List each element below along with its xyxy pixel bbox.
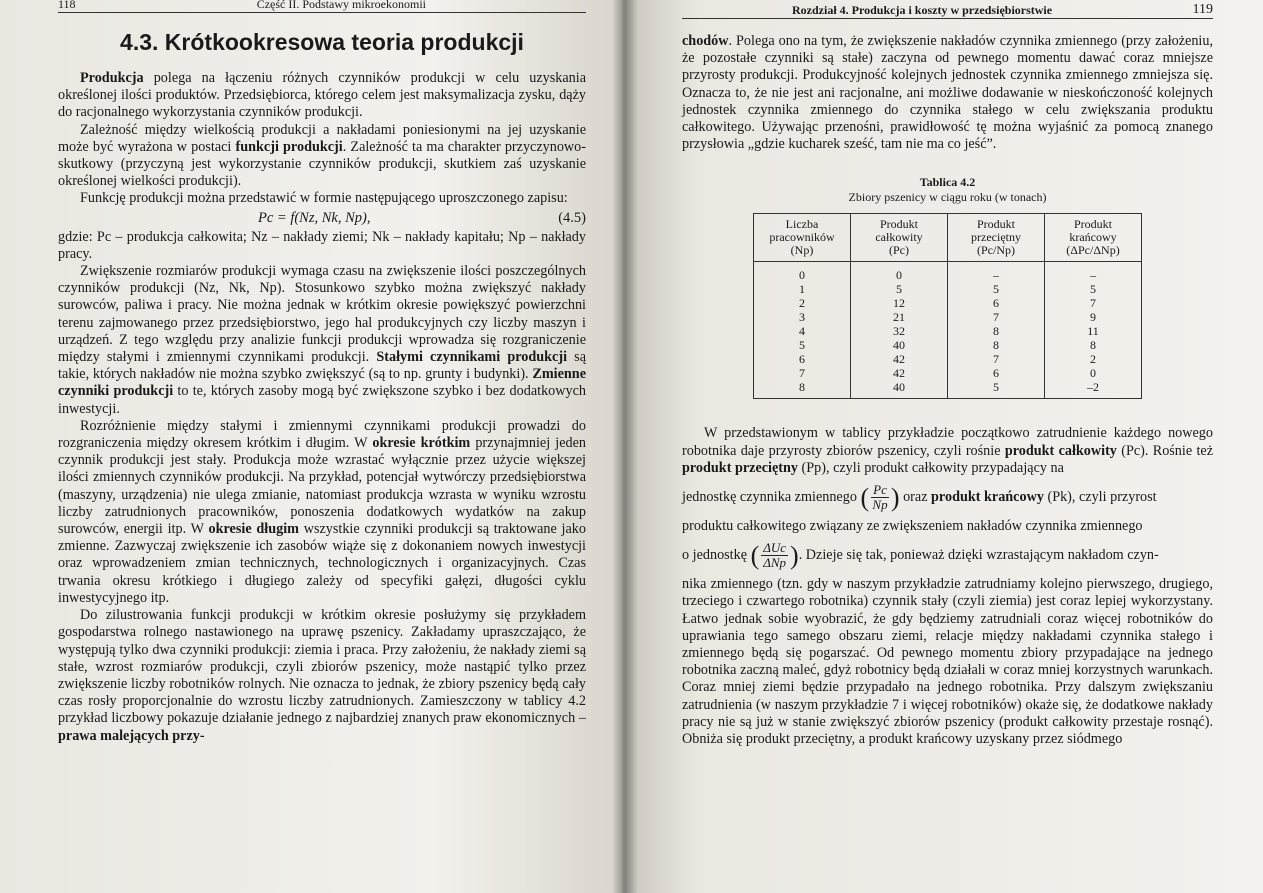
header-line: całkowity (875, 230, 923, 245)
table-cell: 0 (754, 262, 851, 283)
paragraph-text: Zwiększenie rozmiarów produkcji wymaga czasu na zwiększenie ilości poszczególnych czynników produkcji (Nz, Nk, Np). Stosunkowo szybko można zwiększyć nakłady surowców, paliwa i pracy. Nie można jednak w krótkim okresie powiększyć powierzchni terenu zajmowanego przez przedsiębiorstwo, jego hal produkcyjnych czy liczby maszyn i urządzeń. Z tego względu przy analizie funkcji produkcji wprowadza się rozgraniczenie między stałymi i zmiennymi czynnikami produkcji. (58, 263, 586, 366)
header-marginal-product (1045, 214, 1142, 262)
header-line: przeciętny (971, 230, 1021, 245)
table-row (754, 338, 1142, 352)
table-cell: 0 (1045, 366, 1142, 380)
table-cell: –2 (1045, 380, 1142, 399)
table-row (754, 366, 1142, 380)
term-funkcja-produkcji: funkcji produkcji (235, 138, 343, 155)
table-cell: 40 (851, 338, 948, 352)
table-cell: 3 (754, 310, 851, 324)
paragraph-text: to te, których zasoby mogą być zwiększone szybko i bez dodatkowych inwestycji. (58, 383, 586, 417)
table-cell: 4 (754, 324, 851, 338)
section-title: 4.3. Krótkookresowa teoria produkcji (120, 29, 524, 55)
table-row (754, 262, 1142, 283)
table-cell: 1 (754, 282, 851, 296)
term-zmienne-czynniki: Zmienne czynniki produkcji (58, 366, 586, 400)
table-cell: 5 (948, 282, 1045, 296)
paragraph-example-explanation (682, 425, 1213, 477)
paragraph-text: wszystkie czynniki produkcji są traktowane jako zmienne. Zazwyczaj zwiększenie ich zasobów wiąże się z dokonaniem nowych inwestycji oraz wprowadzeniem zmian technicznych, technologicznych i organizacyjnych. Czas trwania okresu krótkiego i długiego zależy od specyfiki gałęzi, długości cyklu inwestycyjnego itp. (58, 521, 586, 606)
left-chapter-title: Część II. Podstawy mikroekonomii (256, 0, 426, 11)
paragraph-text: (Pk), czyli przyrost (1043, 488, 1157, 505)
fraction-pc-np (871, 483, 889, 512)
term-okres-dlugi: okresie długim (208, 521, 299, 538)
term-prawo-malejacych: prawa malejących przy- (58, 727, 205, 744)
table-cell: 8 (754, 380, 851, 399)
paragraph-diminishing-explanation: nika zmiennego (tzn. gdy w naszym przykładzie zatrudniamy kolejno pierwszego, drugiego, trzeciego i czwartego robotnika) czynnik stały (czyli ziemia) jest coraz lepiej wykorzystany. Łatwo jednak sobie wyobrazić, że gdy będziemy zatrudniali coraz więcej robotników do uprawiania tego samego obszaru ziemi, relacje między nakładami czynnika stałego i zmiennego będą się pogarszać. Od pewnego momentu zbiory przypadające na jednego robotnika zaczną maleć, gdyż robotnicy będą działali w coraz mniej korzystnych warunkach. Coraz mniej ziemi będzie przypadało na jednego robotnika. Przy dalszym zwiększaniu zatrudnienia (w naszym przykładzie 7 i więcej robotników) okaże się, że dodatkowe nakłady pracy nie są już w stanie zwiększyć zbiorów pszenicy (produkt całkowity przestaje rosnąć). Obniża się produkt przeciętny, a produkt krańcowy uzyskany przez siódmego (682, 576, 1213, 748)
right-page-number: 119 (1192, 2, 1213, 17)
table-cell: 8 (948, 324, 1045, 338)
header-line: (ΔPc/ΔNp) (1066, 243, 1120, 258)
table-cell: 0 (851, 262, 948, 283)
term-produkt-przecietny: produkt przeciętny (682, 459, 798, 476)
paragraph-text: Do zilustrowania funkcji produkcji w krótkim okresie posłużymy się przykładem gospodarstwa rolnego nastawionego na uprawę pszenicy. Zakładamy upraszczająco, że występują tylko dwa czynniki produkcji: ziemia i praca. Przy założeniu, że nakłady ziemi są stałe, wzrost rozmiarów produkcji, czyli zbiorów pszenicy, może nastąpić tylko przez zwiększenie liczby robotników rolnych. Nie oznacza to jednak, że zbiory pszenicy będą cały czas rosły proporcjonalnie do wzrostu liczby zatrudnionych. Zamieszczony w tablicy 4.2 przykład liczbowy pokazuje działanie jednego z najbardziej znanych praw ekonomicznych – (58, 607, 586, 727)
paragraph-text: . Dzieje się tak, ponieważ dzięki wzrastającym nakładom czyn- (798, 547, 1159, 563)
fraction-numerator: ΔUc (763, 540, 787, 556)
table-row (754, 324, 1142, 338)
table-cell: 21 (851, 310, 948, 324)
table-cell: 6 (948, 366, 1045, 380)
paragraph-production-definition (58, 70, 586, 122)
paragraph-diminishing-returns (682, 33, 1213, 153)
term-chodow: chodów (682, 33, 729, 49)
paragraph-text: przynajmniej jeden czynnik produkcji jest stały. Produkcja może wzrastać wyłącznie przez użycie większej ilości zmiennych czynników produkcji. Na przykład, potencjał wytwórczy przedsiębiorstwa (maszyny, urządzenia) nie ulega zmianie, natomiast produkcja wzrasta w wyniku wzrostu liczby zatrudnionych pracowników, ponoszenia dodatkowych wydatków na zakup surowców, energii itp. W (58, 435, 586, 538)
table-cell: 42 (851, 366, 948, 380)
wheat-harvest-table (753, 213, 1142, 399)
right-running-head (682, 0, 1213, 19)
formula-number: (4.5) (558, 209, 586, 226)
formula-expression: Pc = f(Nz, Nk, Np), (258, 209, 371, 226)
table-row (754, 352, 1142, 366)
header-line: (Pc/Np) (977, 243, 1015, 258)
paragraph-text: (Pp), czyli produkt całkowity przypadający na (798, 459, 1064, 476)
table-cell: 5 (851, 282, 948, 296)
term-stale-czynniki: Stałymi czynnikami produkcji (376, 349, 568, 366)
table-cell: 40 (851, 380, 948, 399)
formula-4-5 (58, 210, 586, 227)
table-cell: 2 (754, 296, 851, 310)
table-cell: 11 (1045, 324, 1142, 338)
header-line: Produkt (976, 217, 1015, 232)
table-cell: 9 (1045, 310, 1142, 324)
table-cell: 12 (851, 296, 948, 310)
header-line: Produkt (879, 217, 918, 232)
paragraph-text: są takie, których nakładów nie można szybko zwiększyć (są to np. grunty i budynki). (58, 349, 586, 383)
header-line: (Np) (790, 243, 814, 258)
term-produkt-calkowity: produkt całkowity (1004, 442, 1117, 459)
left-running-head (58, 0, 586, 13)
table-cell: 6 (948, 296, 1045, 310)
table-cell: 5 (948, 380, 1045, 399)
paragraph-short-long-run (58, 418, 586, 607)
paragraph-text: . Zależność ta ma charakter przyczynowo-skutkowy (przyczyną jest wykorzystanie czynników produkcji, skutkiem zaś uzyskanie określonej wielkości produkcji). (58, 138, 586, 190)
table-cell: – (1045, 262, 1142, 283)
table-cell: 2 (1045, 352, 1142, 366)
paragraph-text: W przedstawionym w tablicy przykładzie początkowo zatrudnienie każdego nowego robotnika daje przyrosty zbiorów pszenicy, czyli rośnie (682, 425, 1213, 459)
paragraph-gdzie: gdzie: Pc – produkcja całkowita; Nz – nakłady ziemi; Nk – nakłady kapitału; Np – nakłady pracy. (58, 228, 586, 262)
table-cell: 32 (851, 324, 948, 338)
paragraph-formula-intro: Funkcję produkcji można przedstawić w formie następującego uproszczonego zapisu: (80, 190, 568, 207)
table-header-row (754, 214, 1142, 262)
header-line: (Pc) (889, 243, 909, 258)
paragraph-text: Zależność między wielkością produkcji a nakładami poniesionymi na jej uzyskanie może być wyrażona w postaci (58, 121, 586, 155)
table-row (754, 282, 1142, 296)
paragraph-text: (Pc). Rośnie też (1116, 442, 1213, 459)
paragraph-text: oraz (899, 488, 932, 505)
right-page (622, 0, 1263, 893)
table-cell: 5 (754, 338, 851, 352)
table-row (754, 310, 1142, 324)
left-page-number: 118 (58, 0, 76, 11)
table-cell: 7 (948, 310, 1045, 324)
right-chapter-title: Rozdział 4. Produkcja i koszty w przedsiębiorstwie (792, 3, 1053, 17)
paragraph-text: . Polega ono na tym, że zwiększenie nakładów czynnika zmiennego (przy założeniu, że pozostałe czynniki są stałe) zaczyna od pewnego momentu dawać coraz mniejsze przyrosty produkcji. Produkcyjność kolejnych jednostek czynnika zmiennego zmniejsza się. Oznacza to, że nie jest ani racjonalne, ani możliwe dodawanie w nieskończoność kolejnych jednostek czynnika zmiennego do czynnika stałego w celu zwiększania produktu całkowitego. Używając przenośni, prawidłowość tę można wyjaśnić za pomocą znanego przysłowia „gdzie kucharek sześć, tam nie ma co jeść”. (682, 33, 1213, 153)
table-cell: 6 (754, 352, 851, 366)
paragraph-text: Rozróżnienie między stałymi i zmiennymi czynnikami produkcji prowadzi do rozgraniczenia między okresem krótkim i długim. W (58, 417, 586, 452)
fraction-denominator: Np (872, 497, 888, 513)
table-cell: 8 (1045, 338, 1142, 352)
table-subtitle: Zbiory pszenicy w ciągu roku (w tonach) (848, 190, 1047, 205)
table-cell: 7 (754, 366, 851, 380)
line-with-fraction-marginal: o jednostkę ( $\frac{\text{ΔUc}}{\text{ΔNp}}$ ). Dzieje się tak, ponieważ dzięki wzrastającym nakładom czyn- (682, 540, 1159, 571)
header-workers (754, 214, 851, 262)
table-row (754, 296, 1142, 310)
table-cell: 7 (948, 352, 1045, 366)
paragraph-wheat-example (58, 607, 586, 745)
table-title: Tablica 4.2 (919, 175, 976, 190)
paragraph-fixed-variable-factors (58, 263, 586, 418)
header-line: Liczba (785, 217, 819, 232)
fraction-numerator: Pc (873, 482, 887, 498)
paragraph-production-function (58, 122, 586, 191)
header-total-product (851, 214, 948, 262)
left-page (0, 0, 622, 893)
term-produkt-krancowy: produkt krańcowy (931, 488, 1044, 505)
table-cell: 8 (948, 338, 1045, 352)
header-line: pracowników (769, 230, 835, 245)
table-cell: 5 (1045, 282, 1142, 296)
paragraph-text: o jednostkę (682, 547, 748, 563)
paragraph-marginal-def: produktu całkowitego związany ze zwiększeniem nakładów czynnika zmiennego (682, 518, 1143, 535)
fraction-denominator: ΔNp (763, 555, 787, 571)
table-cell: 42 (851, 352, 948, 366)
paragraph-text: jednostkę czynnika zmiennego (682, 488, 857, 505)
table-row (754, 380, 1142, 399)
header-average-product (948, 214, 1045, 262)
header-line: Produkt (1073, 217, 1112, 232)
paragraph-text: polega na łączeniu różnych czynników produkcji w celu uzyskania określonej ilości produktów. Przedsiębiorca, którego celem jest maksymalizacja zysku, dąży do racjonalnego wykorzystania czynników produkcji. (58, 70, 586, 121)
line-with-fraction-average: jednostkę czynnika zmiennego ( $\frac{Pc}{Np}$ ) oraz produkt krańcowy (Pk), czyli przyrost (682, 482, 1157, 513)
term-okres-krotki: okresie krótkim (372, 435, 471, 452)
header-line: krańcowy (1069, 230, 1117, 245)
table-cell: – (948, 262, 1045, 283)
fraction-delta (761, 541, 788, 570)
table-cell: 7 (1045, 296, 1142, 310)
term-produkcja: Produkcja (80, 70, 144, 86)
